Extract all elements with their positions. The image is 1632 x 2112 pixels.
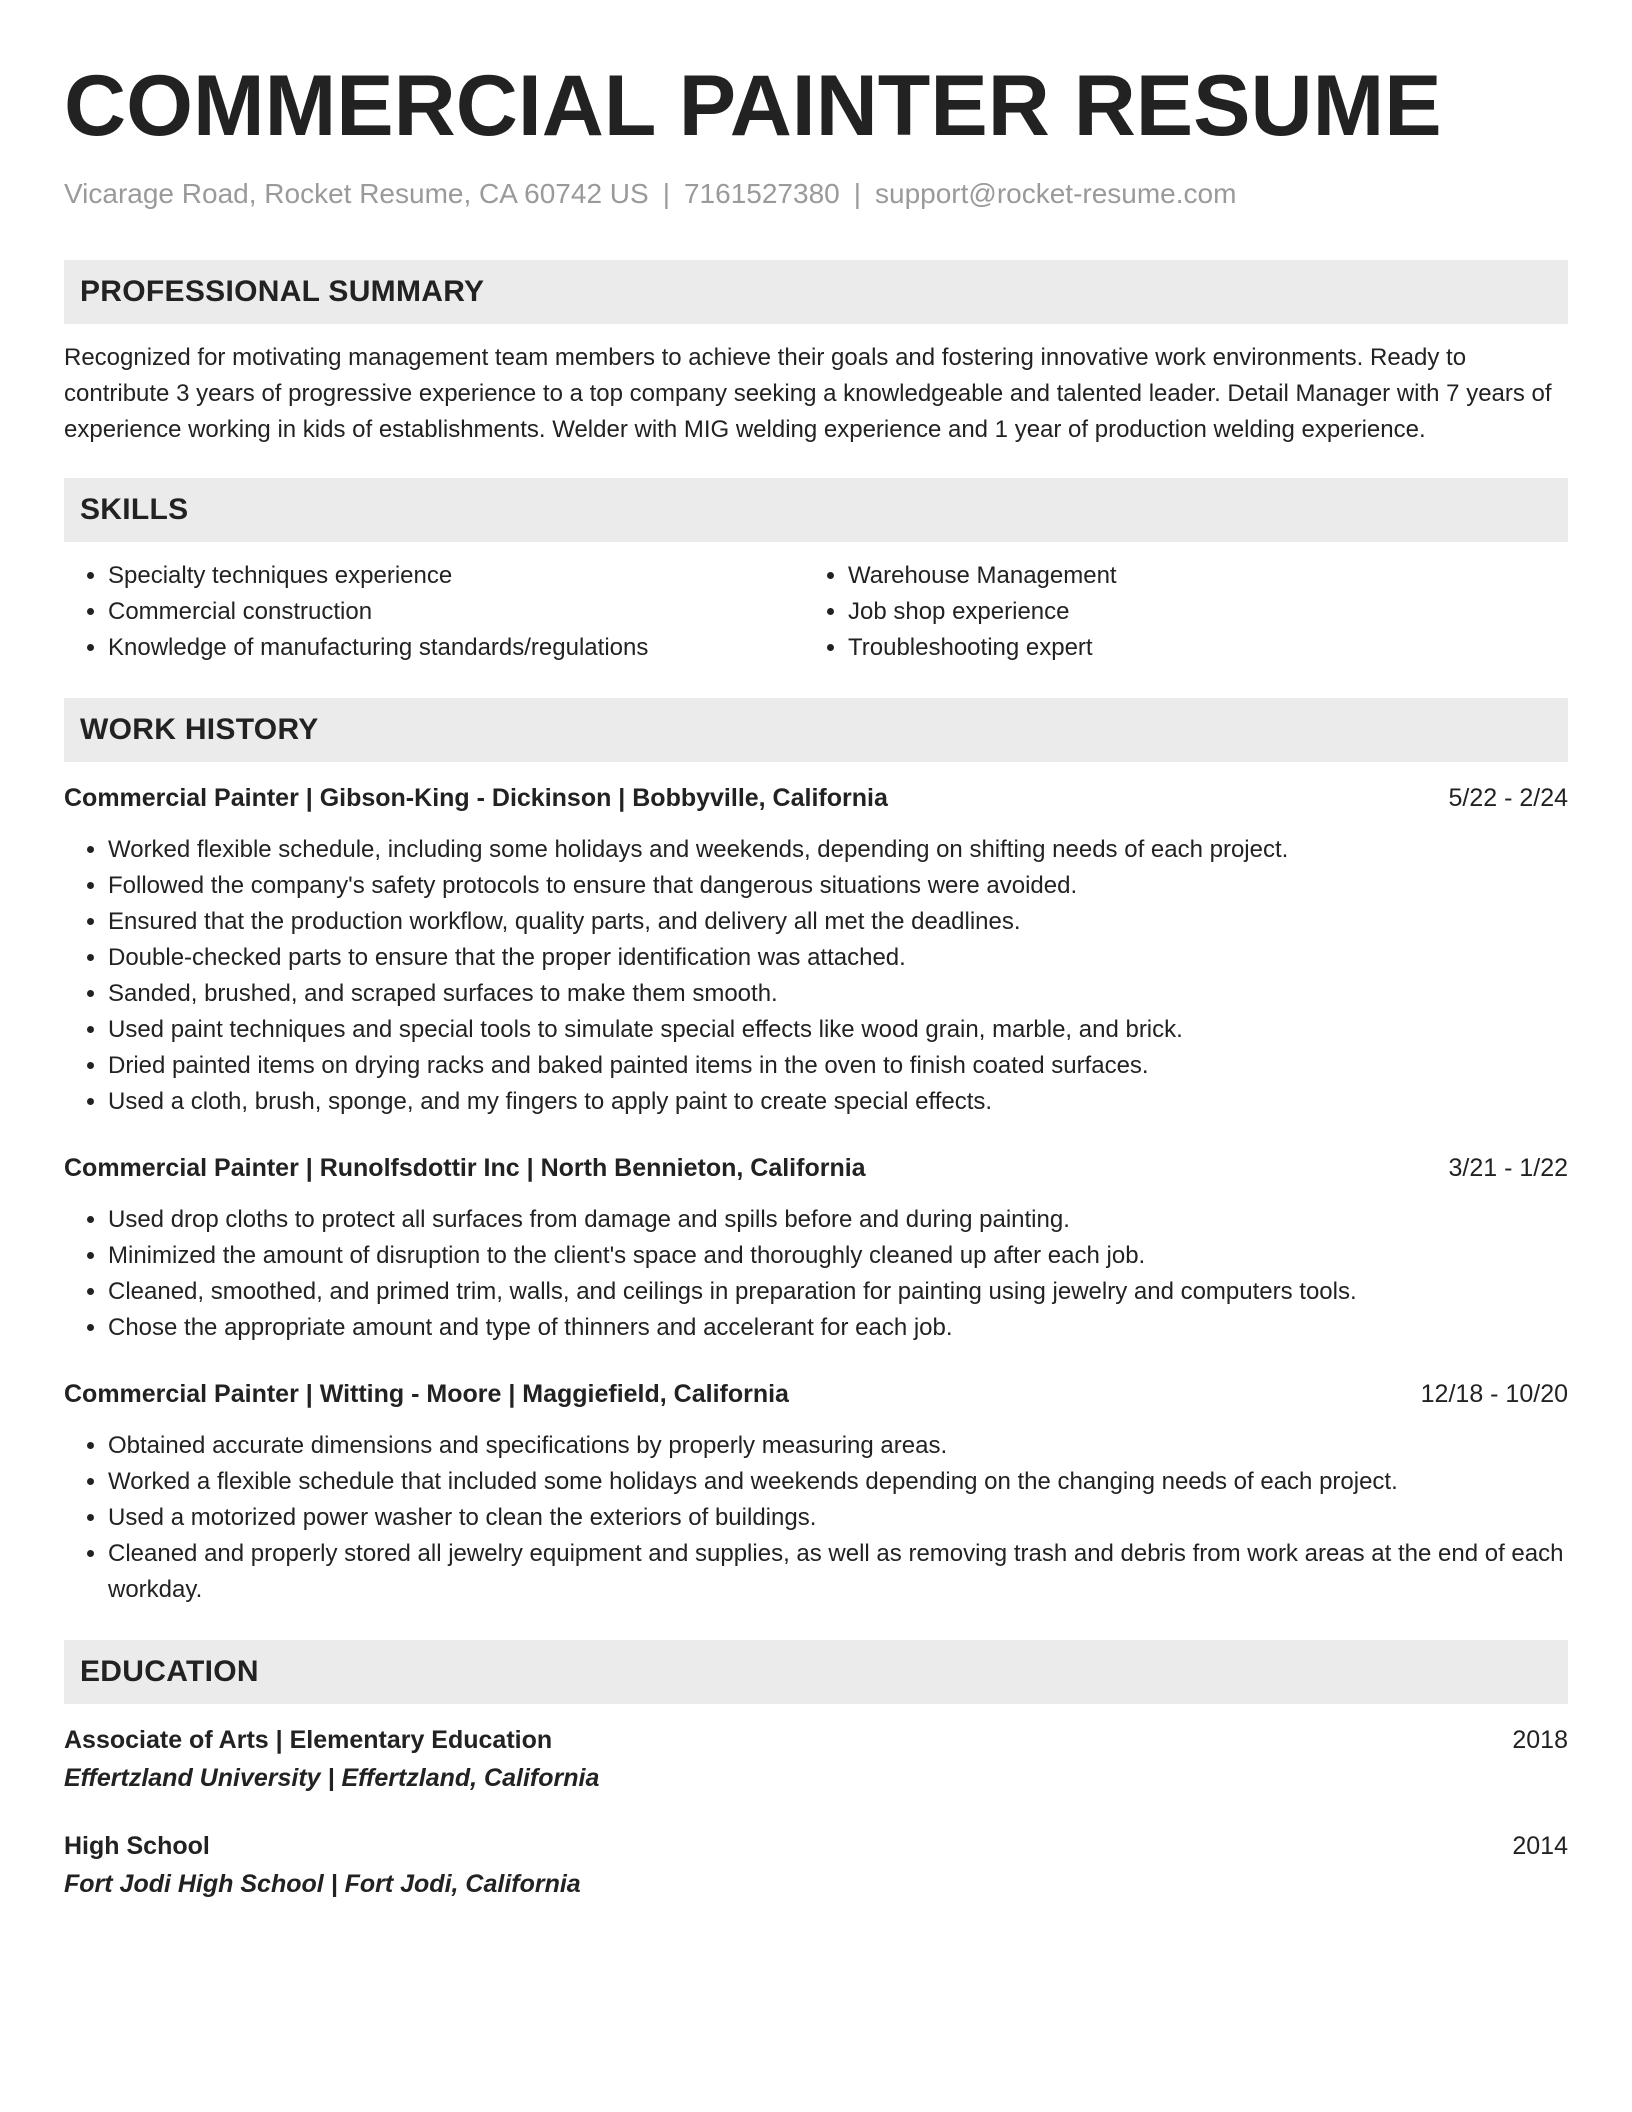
contact-line — [64, 176, 1568, 212]
section-header-skills: SKILLS — [64, 478, 1568, 542]
job-bullet: • Cleaned, smoothed, and primed trim, walls, and ceilings in preparation for painting using jewelry and computers tools. — [108, 1274, 1568, 1310]
job-bullet: • Sanded, brushed, and scraped surfaces to make them smooth. — [108, 976, 1568, 1012]
education-header — [64, 1828, 1568, 1864]
job-bullet: • Used paint techniques and special tools to simulate special effects like wood grain, marble, and brick. — [108, 1012, 1568, 1048]
job-bullet: • Obtained accurate dimensions and specifications by properly measuring areas. — [108, 1428, 1568, 1464]
section-header-education: EDUCATION — [64, 1640, 1568, 1704]
section-header-summary: PROFESSIONAL SUMMARY — [64, 260, 1568, 324]
skill-item: • Troubleshooting expert — [848, 630, 1544, 666]
job-bullet: • Followed the company's safety protocols to ensure that dangerous situations were avoided. — [108, 868, 1568, 904]
contact-phone: 7161527380 — [683, 178, 840, 209]
section-header-work-history: WORK HISTORY — [64, 698, 1568, 762]
skill-item: • Job shop experience — [848, 594, 1544, 630]
education-date: 2014 — [1512, 1832, 1568, 1860]
skills-list-left — [64, 558, 804, 666]
job-entry — [64, 1376, 1568, 1608]
job-bullet: • Used a motorized power washer to clean the exteriors of buildings. — [108, 1500, 1568, 1536]
contact-email: support@rocket-resume.com — [875, 178, 1237, 209]
education-header — [64, 1722, 1568, 1758]
contact-separator: | — [853, 178, 861, 209]
contact-separator: | — [662, 178, 670, 209]
job-bullet: • Used drop cloths to protect all surfaces from damage and spills before and during painting. — [108, 1202, 1568, 1238]
resume-title: COMMERCIAL PAINTER RESUME — [64, 58, 1442, 154]
job-date: 5/22 - 2/24 — [1448, 784, 1568, 812]
education-school: Effertzland University | Effertzland, California — [64, 1764, 600, 1792]
skill-item: • Knowledge of manufacturing standards/regulations — [108, 630, 804, 666]
job-title: Commercial Painter | Gibson-King - Dickinson | Bobbyville, California — [64, 784, 888, 812]
job-bullets — [64, 1428, 1568, 1608]
skills-list-right — [804, 558, 1544, 666]
job-bullet: • Dried painted items on drying racks and baked painted items in the oven to finish coated surfaces. — [108, 1048, 1568, 1084]
job-bullet: • Ensured that the production workflow, quality parts, and delivery all met the deadlines. — [108, 904, 1568, 940]
job-header — [64, 1376, 1568, 1412]
job-bullet: • Worked a flexible schedule that included some holidays and weekends depending on the changing needs of each project. — [108, 1464, 1568, 1500]
job-bullet: • Chose the appropriate amount and type of thinners and accelerant for each job. — [108, 1310, 1568, 1346]
job-bullet: • Cleaned and properly stored all jewelry equipment and supplies, as well as removing trash and debris from work areas at the end of each workday. — [108, 1536, 1568, 1608]
education-degree: Associate of Arts | Elementary Education — [64, 1726, 553, 1754]
job-entry — [64, 1150, 1568, 1346]
job-bullet: • Minimized the amount of disruption to the client's space and thoroughly cleaned up after each job. — [108, 1238, 1568, 1274]
job-title: Commercial Painter | Runolfsdottir Inc | North Bennieton, California — [64, 1154, 866, 1182]
job-header — [64, 1150, 1568, 1186]
job-title: Commercial Painter | Witting - Moore | Maggiefield, California — [64, 1380, 789, 1408]
education-date: 2018 — [1512, 1726, 1568, 1754]
education-entry — [64, 1828, 1568, 1904]
skill-item: • Commercial construction — [108, 594, 804, 630]
job-bullets — [64, 832, 1568, 1120]
skill-item: • Warehouse Management — [848, 558, 1544, 594]
contact-address: Vicarage Road, Rocket Resume, CA 60742 US — [64, 178, 649, 209]
job-bullet: • Double-checked parts to ensure that the proper identification was attached. — [108, 940, 1568, 976]
job-bullet: • Used a cloth, brush, sponge, and my fingers to apply paint to create special effects. — [108, 1084, 1568, 1120]
job-date: 3/21 - 1/22 — [1448, 1154, 1568, 1182]
job-header — [64, 780, 1568, 816]
education-degree: High School — [64, 1832, 210, 1860]
job-entry — [64, 780, 1568, 1120]
skills-grid — [64, 558, 1568, 666]
job-bullets — [64, 1202, 1568, 1346]
education-school: Fort Jodi High School | Fort Jodi, California — [64, 1870, 581, 1898]
skill-item: • Specialty techniques experience — [108, 558, 804, 594]
job-date: 12/18 - 10/20 — [1420, 1380, 1568, 1408]
summary-text: Recognized for motivating management team members to achieve their goals and fostering innovative work environments. Ready to contribute 3 years of progressive experience to a top company seeking a knowledgeable and talented leader. Detail Manager with 7 years of experience working in kids of establishments. Welder with MIG welding experience and 1 year of production welding experience. — [64, 344, 1552, 443]
job-bullet: • Worked flexible schedule, including some holidays and weekends, depending on shifting needs of each project. — [108, 832, 1568, 868]
education-entry — [64, 1722, 1568, 1798]
